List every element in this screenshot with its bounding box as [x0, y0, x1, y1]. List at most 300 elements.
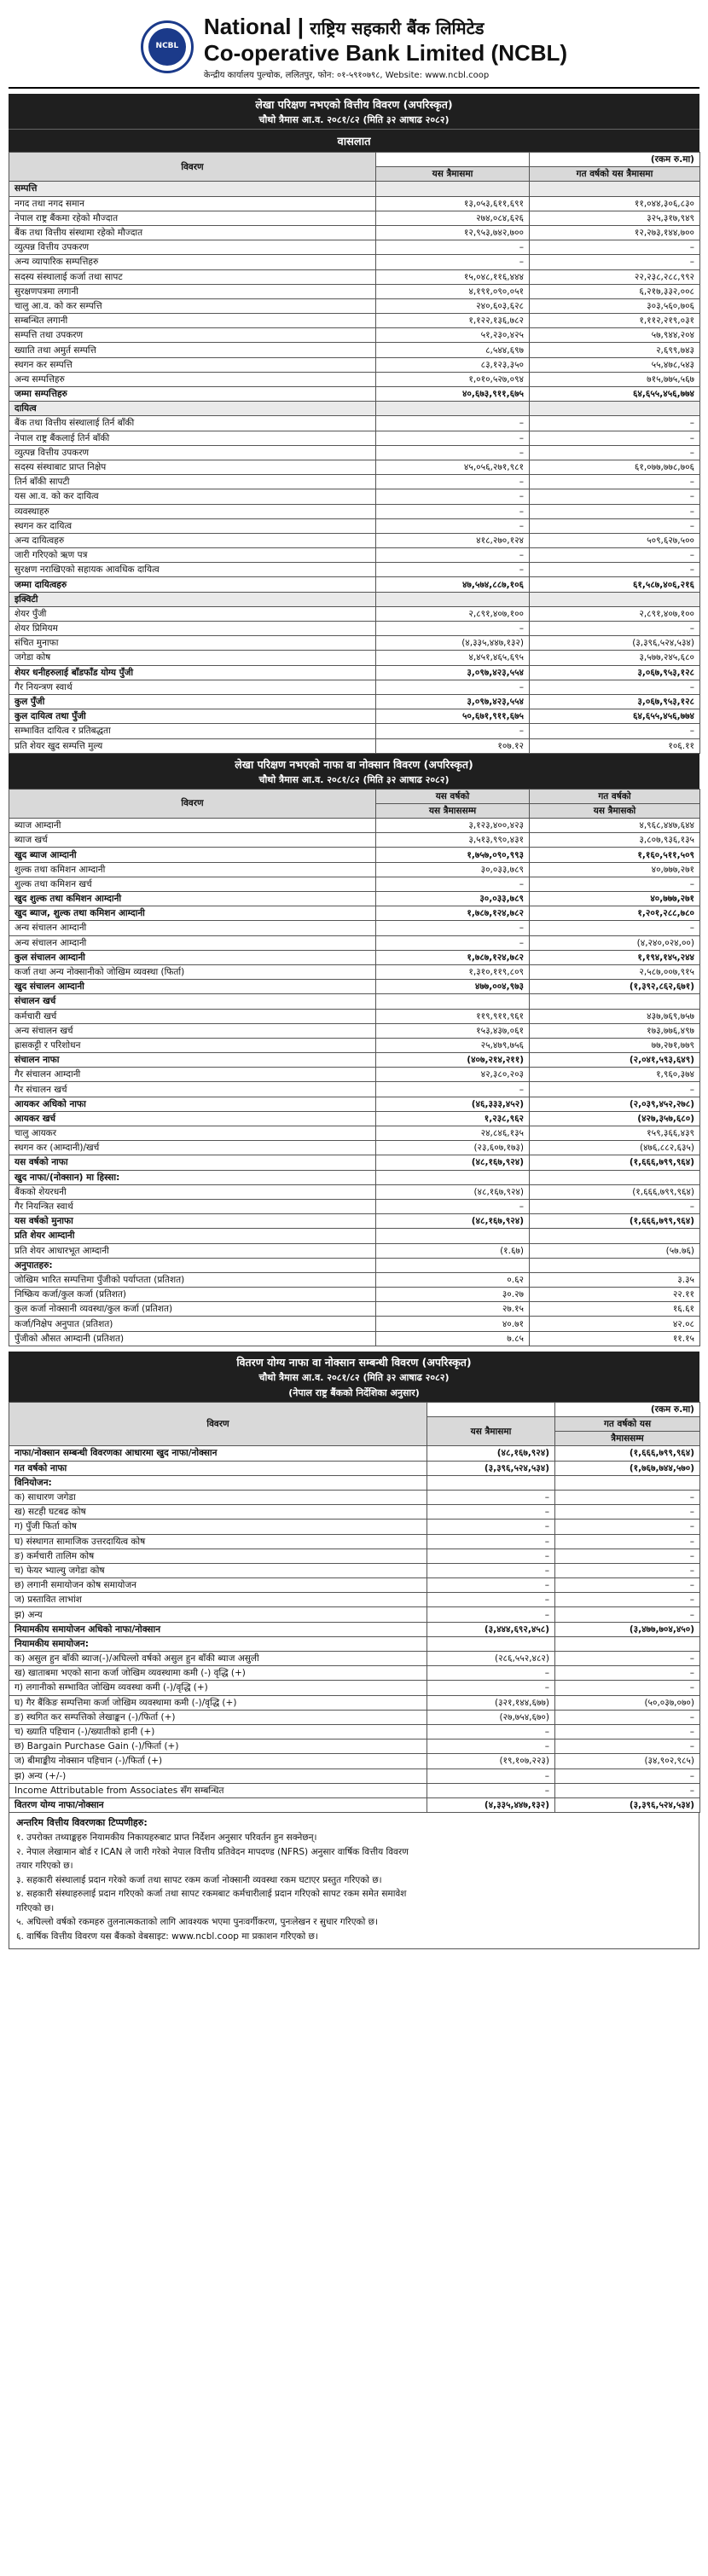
- row-value-current: –: [376, 416, 530, 431]
- row-value-current: –: [376, 504, 530, 518]
- table-row: [9, 255, 700, 269]
- table-row: [9, 1636, 700, 1651]
- row-label: कर्जा तथा अन्य नोक्सानीको जोखिम व्यवस्था (फिर्ता): [9, 964, 376, 979]
- row-value-current: [376, 1229, 530, 1243]
- row-value-current: २७४,०८४,६२६: [376, 211, 530, 225]
- row-value-current: –: [427, 1666, 555, 1681]
- table-row: [9, 892, 700, 906]
- row-value-previous: ११,०४४,३०६,८३०: [530, 196, 700, 211]
- row-label: नेपाल राष्ट्र बैंकलाई तिर्न बाँकी: [9, 431, 376, 445]
- table-row: [9, 431, 700, 445]
- row-value-current: १३,०५३,६११,६९१: [376, 196, 530, 211]
- row-value-previous: ६१,०७७,७७८,७०६: [530, 460, 700, 474]
- row-value-previous: १६.६१: [530, 1302, 700, 1317]
- row-value-previous: –: [530, 724, 700, 738]
- note-line: गरिएको छ।: [16, 1902, 55, 1913]
- row-value-previous: (१,३९२,८६२,६७१): [530, 980, 700, 994]
- table-row: [9, 548, 700, 563]
- distributable-table: [9, 1402, 700, 1813]
- row-label: सम्पत्ति: [9, 182, 376, 196]
- table-row: [9, 606, 700, 621]
- table-row: [9, 964, 700, 979]
- row-label: सम्बन्धित लगानी: [9, 314, 376, 328]
- row-value-current: २४,८४६,१३५: [376, 1126, 530, 1141]
- row-value-previous: १७३,७७६,४९७: [530, 1023, 700, 1038]
- row-value-current: (१.६७): [376, 1243, 530, 1258]
- table-row: [9, 724, 700, 738]
- row-value-previous: [530, 402, 700, 416]
- row-value-previous: १,१९४,१४५,२४४: [530, 950, 700, 964]
- row-value-current: २,८९१,४०७,१००: [376, 606, 530, 621]
- row-value-previous: ४२.०८: [530, 1317, 700, 1331]
- row-value-current: (३२१,१४४,६७७): [427, 1695, 555, 1710]
- row-value-previous: –: [555, 1724, 700, 1739]
- row-label: शेयर धनीहरुलाई बाँडफाँड योग्य पुँजी: [9, 665, 376, 680]
- row-value-previous: –: [530, 489, 700, 504]
- table-row: [9, 1607, 700, 1622]
- row-label: च) फेयर भ्याल्यु जगेडा कोष: [9, 1563, 427, 1577]
- row-value-previous: –: [530, 255, 700, 269]
- row-value-current: –: [427, 1534, 555, 1548]
- row-value-current: १,२३८,९६२: [376, 1111, 530, 1126]
- row-label: स्थगन कर (आम्दानी)/खर्च: [9, 1141, 376, 1155]
- column-header-current: यस त्रैमासमा: [376, 167, 530, 182]
- row-value-current: १,०१०,५२७,०९४: [376, 372, 530, 386]
- balance-sheet-band: वासलात: [9, 129, 699, 152]
- row-value-previous: ५५,४७८,५४३: [530, 357, 700, 372]
- row-value-current: ४७,५७४,८८७,१०६: [376, 577, 530, 592]
- row-value-previous: (४,२४०,०२४,००): [530, 935, 700, 950]
- table-row: [9, 445, 700, 460]
- table-row: [9, 1520, 700, 1534]
- row-value-current: (२८६,५५२,४८२): [427, 1652, 555, 1666]
- row-label: घ) गैर बैंकिङ सम्पत्तिमा कर्जा जोखिम व्यवस्थामा कमी (-)/वृद्धि (+): [9, 1695, 427, 1710]
- row-label: निष्क्रिय कर्जा/कुल कर्जा (प्रतिशत): [9, 1288, 376, 1302]
- table-row: [9, 906, 700, 921]
- row-value-current: (३,४४४,६९२,४५८): [427, 1622, 555, 1636]
- table-row: [9, 1009, 700, 1023]
- row-value-previous: १,२०१,२८८,७८०: [530, 906, 700, 921]
- row-label: अन्य संचालन खर्च: [9, 1023, 376, 1038]
- notes-box: [9, 1813, 699, 1949]
- table-row: [9, 196, 700, 211]
- bank-header: [9, 7, 699, 89]
- row-value-previous: (१,६६६,७९९,९६४): [530, 1214, 700, 1229]
- row-value-previous: –: [555, 1710, 700, 1724]
- balance-sheet-body: [9, 182, 700, 753]
- table-row: [9, 1258, 700, 1272]
- row-label: खुद ब्याज आम्दानी: [9, 848, 376, 862]
- row-value-previous: [530, 182, 700, 196]
- row-value-current: ४०.७१: [376, 1317, 530, 1331]
- table-row: [9, 1768, 700, 1783]
- row-label: ख्याति तथा अमुर्त सम्पत्ति: [9, 343, 376, 357]
- table-row: [9, 1331, 700, 1346]
- row-label: दायित्व: [9, 402, 376, 416]
- row-value-current: [376, 402, 530, 416]
- row-value-current: (४६,३३३,४५२): [376, 1097, 530, 1111]
- row-value-current: –: [427, 1724, 555, 1739]
- row-label: ग) लगानीको सम्भावित जोखिम व्यवस्था कमी (-)/वृद्धि (+): [9, 1681, 427, 1695]
- row-value-current: १२,९५३,७४२,७००: [376, 225, 530, 240]
- table-row: [9, 636, 700, 651]
- row-label: अन्य संचालन आम्दानी: [9, 935, 376, 950]
- row-value-previous: [555, 1636, 700, 1651]
- row-value-current: ४,१९१,०९०,०५१: [376, 284, 530, 298]
- row-value-current: –: [427, 1768, 555, 1783]
- row-value-previous: (४२७,३५७,६८०): [530, 1111, 700, 1126]
- row-value-previous: –: [530, 622, 700, 636]
- row-value-current: ४२,३८०,२०३: [376, 1068, 530, 1082]
- row-value-current: –: [427, 1607, 555, 1622]
- row-label: च) ख्याति पहिचान (-)/ख्यातीको हानी (+): [9, 1724, 427, 1739]
- row-label: शुल्क तथा कमिशन आम्दानी: [9, 862, 376, 877]
- row-label: शेयर प्रिमियम: [9, 622, 376, 636]
- row-label: प्रति शेयर आम्दानी: [9, 1229, 376, 1243]
- row-label: ह्रासकट्टी र परिशोधन: [9, 1038, 376, 1052]
- row-value-current: [376, 182, 530, 196]
- row-value-current: १,७५७,०९०,९९३: [376, 848, 530, 862]
- distributable-column-header-label: विवरण: [9, 1402, 427, 1446]
- row-value-previous: २२,२३८,२८८,९९२: [530, 269, 700, 284]
- row-value-current: १५,०४८,११६,४४४: [376, 269, 530, 284]
- row-label: सदस्य संस्थालाई कर्जा तथा सापट: [9, 269, 376, 284]
- row-label: गत वर्षको नाफा: [9, 1461, 427, 1475]
- table-row: [9, 1490, 700, 1504]
- row-value-previous: (४७६,८८२,६३५): [530, 1141, 700, 1155]
- table-row: [9, 225, 700, 240]
- row-value-current: ०.६२: [376, 1272, 530, 1287]
- table-row: [9, 518, 700, 533]
- table-row: [9, 877, 700, 891]
- table-row: [9, 387, 700, 402]
- row-value-current: –: [376, 622, 530, 636]
- row-label: ख) खाताबमा भएको साना कर्जा जोखिम व्यवस्थामा कमी (-) वृद्धि (+): [9, 1666, 427, 1681]
- row-label: ब्याज आम्दानी: [9, 819, 376, 833]
- row-label: व्यवस्थाहरु: [9, 504, 376, 518]
- row-label: अन्य दायित्वहरु: [9, 533, 376, 547]
- row-value-previous: ३,५७७,२४५,६८०: [530, 651, 700, 665]
- balance-sheet-title: लेखा परिक्षण नभएको वित्तीय विवरण (अपरिस्कृत): [9, 94, 699, 113]
- row-value-current: [427, 1636, 555, 1651]
- row-label: वितरण योग्य नाफा/नोक्सान: [9, 1797, 427, 1812]
- row-value-current: (१९,१०७,२२३): [427, 1754, 555, 1768]
- row-value-current: ३,१२३,४००,४२३: [376, 819, 530, 833]
- table-row: [9, 1652, 700, 1666]
- row-label: ग) पुँजी फिर्ता कोष: [9, 1520, 427, 1534]
- table-row: [9, 833, 700, 848]
- table-row: [9, 1243, 700, 1258]
- row-label: ब्याज खर्च: [9, 833, 376, 848]
- table-row: [9, 1446, 700, 1461]
- row-label: कर्जा/निक्षेप अनुपात (प्रतिशत): [9, 1317, 376, 1331]
- distributable-subtitle-2: (नेपाल राष्ट्र बैंकको निर्देशिका अनुसार): [9, 1386, 699, 1402]
- table-row: [9, 1563, 700, 1577]
- row-value-previous: १,९६०,३७४: [530, 1068, 700, 1082]
- row-value-previous: –: [555, 1490, 700, 1504]
- row-label: नेपाल राष्ट्र बैंकमा रहेको मौज्दात: [9, 211, 376, 225]
- row-value-previous: (३४,९०२,९८५): [555, 1754, 700, 1768]
- table-row: [9, 1229, 700, 1243]
- row-label: जम्मा दायित्वहरु: [9, 577, 376, 592]
- row-value-current: –: [376, 489, 530, 504]
- row-value-current: १०७.१२: [376, 738, 530, 753]
- bank-name-en: National: [203, 14, 292, 39]
- row-value-current: (३,३९६,५२४,५३४): [427, 1461, 555, 1475]
- row-label: यस आ.व. को कर दायित्व: [9, 489, 376, 504]
- row-value-current: (४८,१६७,९२४): [376, 1214, 530, 1229]
- row-value-current: –: [427, 1681, 555, 1695]
- table-row: [9, 665, 700, 680]
- row-value-current: ११९,९११,९६१: [376, 1009, 530, 1023]
- table-row: [9, 1199, 700, 1213]
- table-row: [9, 651, 700, 665]
- balance-sheet-unit-row: [9, 153, 700, 167]
- row-value-previous: ५७,९४४,२०४: [530, 328, 700, 343]
- row-label: कुल कर्जा नोक्सानी व्यवस्था/कुल कर्जा (प्रतिशत): [9, 1302, 376, 1317]
- row-value-current: २५,४७९,७५६: [376, 1038, 530, 1052]
- table-row: [9, 1302, 700, 1317]
- table-row: [9, 577, 700, 592]
- row-value-current: [376, 1170, 530, 1184]
- row-value-previous: –: [555, 1548, 700, 1563]
- row-value-current: (२३,६०७,१७३): [376, 1141, 530, 1155]
- row-value-previous: [530, 1258, 700, 1272]
- row-label: अनुपातहरु:: [9, 1258, 376, 1272]
- row-label: सुरक्षणपत्रमा लगानी: [9, 284, 376, 298]
- row-value-current: –: [427, 1783, 555, 1797]
- table-row: [9, 460, 700, 474]
- row-value-previous: ४,९६८,४४७,६४४: [530, 819, 700, 833]
- table-row: [9, 1097, 700, 1111]
- table-row: [9, 1317, 700, 1331]
- row-value-current: –: [427, 1548, 555, 1563]
- row-value-current: ३,५१३,९९०,४३१: [376, 833, 530, 848]
- row-value-current: २४०,६०३,६२८: [376, 298, 530, 313]
- row-value-current: ८३,१२३,३५०: [376, 357, 530, 372]
- row-label: खुद ब्याज, शुल्क तथा कमिशन आम्दानी: [9, 906, 376, 921]
- row-label: जम्मा सम्पत्तिहरु: [9, 387, 376, 402]
- distributable-column-header-current: यस त्रैमासमा: [427, 1417, 555, 1446]
- table-row: [9, 738, 700, 753]
- table-row: [9, 709, 700, 724]
- row-label: झ) अन्य (+/-): [9, 1768, 427, 1783]
- table-row: [9, 211, 700, 225]
- bank-name-block: [204, 14, 567, 80]
- row-value-current: (२७,७५४,६७०): [427, 1710, 555, 1724]
- row-label: छ) Bargain Purchase Gain (-)/फिर्ता (+): [9, 1740, 427, 1754]
- row-value-previous: –: [530, 475, 700, 489]
- bank-logo: [141, 20, 194, 73]
- table-row: [9, 694, 700, 709]
- row-value-current: –: [376, 445, 530, 460]
- row-label: खुद नाफा/(नोक्सान) मा हिस्सा:: [9, 1170, 376, 1184]
- row-value-previous: [530, 1170, 700, 1184]
- row-value-previous: ३,०६७,९५३,१२८: [530, 694, 700, 709]
- row-value-previous: –: [530, 416, 700, 431]
- row-value-current: –: [376, 1199, 530, 1213]
- row-value-current: [376, 994, 530, 1009]
- row-value-current: [427, 1475, 555, 1490]
- table-row: [9, 1288, 700, 1302]
- table-row: [9, 622, 700, 636]
- table-row: [9, 269, 700, 284]
- row-value-current: १,७८७,१२४,७८२: [376, 906, 530, 921]
- row-label: पुँजीको औसत आम्दानी (प्रतिशत): [9, 1331, 376, 1346]
- row-value-current: –: [376, 921, 530, 935]
- row-value-previous: –: [555, 1681, 700, 1695]
- distributable-column-header-previous-top: गत वर्षको यस: [555, 1417, 700, 1432]
- row-value-current: [376, 592, 530, 606]
- table-row: [9, 343, 700, 357]
- notes-list: [16, 1831, 692, 1943]
- row-value-previous: (१,६६६,७९९,९६४): [530, 1184, 700, 1199]
- row-label: कर्मचारी खर्च: [9, 1009, 376, 1023]
- table-row: [9, 1170, 700, 1184]
- row-value-previous: –: [555, 1768, 700, 1783]
- row-value-previous: ६४,६५५,४५६,७७४: [530, 709, 700, 724]
- row-value-previous: –: [555, 1563, 700, 1577]
- table-row: [9, 994, 700, 1009]
- row-value-current: (४८,१६७,९२४): [376, 1184, 530, 1199]
- row-label: आयकर अधिको नाफा: [9, 1097, 376, 1111]
- row-value-previous: –: [555, 1593, 700, 1607]
- row-label: ङ) कर्मचारी तालिम कोष: [9, 1548, 427, 1563]
- row-value-previous: ७१५,७७५,५६७: [530, 372, 700, 386]
- table-row: [9, 1126, 700, 1141]
- row-value-previous: १०६.११: [530, 738, 700, 753]
- row-value-current: ५०,६७१,९११,६७५: [376, 709, 530, 724]
- table-row: [9, 1082, 700, 1097]
- row-value-previous: ३,०६७,९५३,१२८: [530, 665, 700, 680]
- row-label: ज) प्रस्तावित लाभांश: [9, 1593, 427, 1607]
- pl-column-header-label: विवरण: [9, 789, 376, 818]
- row-value-previous: –: [530, 504, 700, 518]
- row-label: नाफा/नोक्सान सम्बन्धी विवरणका आधारमा खुद नाफा/नोक्सान: [9, 1446, 427, 1461]
- row-value-current: –: [427, 1593, 555, 1607]
- row-label: व्युत्पन्न वित्तीय उपकरण: [9, 240, 376, 255]
- row-value-current: ५१,२३०,४२५: [376, 328, 530, 343]
- row-value-previous: –: [555, 1578, 700, 1593]
- distributable-title: वितरण योग्य नाफा वा नोक्सान सम्बन्धी विवरण (अपरिस्कृत): [9, 1352, 699, 1371]
- table-row: [9, 284, 700, 298]
- row-value-current: ४५,०५६,२७१,९८१: [376, 460, 530, 474]
- row-value-previous: –: [530, 877, 700, 891]
- distributable-body: [9, 1446, 700, 1813]
- row-label: बैंक तथा वित्तीय संस्थामा रहेको मौज्दात: [9, 225, 376, 240]
- row-value-previous: –: [555, 1666, 700, 1681]
- table-row: [9, 1578, 700, 1593]
- distributable-subtitle: चौथो त्रैमास आ.व. २०८१/८२ (मिति ३२ आषाढ २०८२): [9, 1371, 699, 1386]
- table-row: [9, 182, 700, 196]
- table-row: [9, 1505, 700, 1520]
- row-value-current: –: [427, 1563, 555, 1577]
- note-line: ४. सहकारी संस्थाहरुलाई प्रदान गरिएको कर्जा तथा सापट रकमबाट कर्मचारीलाई प्रदान गरिएको सापट रकम समेत समावेश: [16, 1889, 407, 1900]
- table-row: [9, 1724, 700, 1739]
- row-label: जोखिम भारित सम्पत्तिमा पुँजीको पर्याप्तता (प्रतिशत): [9, 1272, 376, 1287]
- row-label: Income Attributable from Associates सँग सम्बन्धित: [9, 1783, 427, 1797]
- row-value-current: ४७७,००४,९७३: [376, 980, 530, 994]
- row-value-previous: –: [530, 1199, 700, 1213]
- pl-column-header-previous-top: गत वर्षको: [530, 789, 700, 803]
- table-row: [9, 680, 700, 694]
- row-value-previous: (५७.७६): [530, 1243, 700, 1258]
- row-label: इक्विटी: [9, 592, 376, 606]
- row-label: जारी गरिएको ऋण पत्र: [9, 548, 376, 563]
- table-row: [9, 1461, 700, 1475]
- row-label: गैर संचालन खर्च: [9, 1082, 376, 1097]
- table-row: [9, 1038, 700, 1052]
- row-label: जगेडा कोष: [9, 651, 376, 665]
- row-label: नियामकीय समायोजन:: [9, 1636, 427, 1651]
- row-value-previous: (१,७६७,७४४,५७०): [555, 1461, 700, 1475]
- row-value-current: १५३,४३७,०६१: [376, 1023, 530, 1038]
- table-row: [9, 489, 700, 504]
- bank-name-np: राष्ट्रिय सहकारी बैंक लिमिटेड: [310, 18, 485, 38]
- row-label: शेयर पुँजी: [9, 606, 376, 621]
- note-line: ६. वार्षिक वित्तीय विवरण यस बैंकको वेबसाइट: www.ncbl.coop मा प्रकाशन गरिएको छ।: [16, 1931, 318, 1942]
- row-value-previous: –: [555, 1740, 700, 1754]
- row-value-previous: –: [555, 1505, 700, 1520]
- pl-subtitle: चौथो त्रैमास आ.व. २०८१/८२ (मिति ३२ आषाढ २०८२): [9, 773, 699, 789]
- row-label: विनियोजन:: [9, 1475, 427, 1490]
- row-value-previous: –: [555, 1783, 700, 1797]
- unit-label: (रकम रु.मा): [530, 153, 700, 167]
- row-label: घ) संस्थागत सामाजिक उत्तरदायित्व कोष: [9, 1534, 427, 1548]
- row-value-current: ७.८५: [376, 1331, 530, 1346]
- table-row: [9, 921, 700, 935]
- balance-sheet-table: [9, 152, 700, 754]
- table-row: [9, 533, 700, 547]
- row-label: बैंकको शेयरधनी: [9, 1184, 376, 1199]
- row-label: गैर संचालन आम्दानी: [9, 1068, 376, 1082]
- table-row: [9, 402, 700, 416]
- row-value-previous: १२,२७३,१४४,७००: [530, 225, 700, 240]
- row-label: क) साधारण जगेडा: [9, 1490, 427, 1504]
- row-value-previous: (३,३९६,५२४,५३४): [555, 1797, 700, 1812]
- row-value-previous: –: [530, 240, 700, 255]
- table-row: [9, 504, 700, 518]
- row-label: अन्य संचालन आम्दानी: [9, 921, 376, 935]
- row-value-current: ४०,६७३,९११,६७५: [376, 387, 530, 402]
- row-label: सदस्य संस्थाबाट प्राप्त निक्षेप: [9, 460, 376, 474]
- row-label: कुल पुँजी: [9, 694, 376, 709]
- row-value-previous: –: [530, 518, 700, 533]
- table-row: [9, 1666, 700, 1681]
- row-value-current: –: [376, 935, 530, 950]
- row-label: कुल दायित्व तथा पुँजी: [9, 709, 376, 724]
- pl-column-header-current-top: यस वर्षको: [376, 789, 530, 803]
- note-line: १. उपरोक्त तथ्याङ्कहरु नियामकीय निकायहरुबाट प्राप्त निर्देशन अनुसार परिवर्तन हुन सक्नेछन्।: [16, 1832, 317, 1844]
- row-value-previous: (१,६६६,७९९,९६४): [530, 1155, 700, 1170]
- row-value-current: ३०,०३३,७८९: [376, 892, 530, 906]
- bank-logo-mark: NCBL: [148, 28, 186, 66]
- row-label: अन्य सम्पत्तिहरु: [9, 372, 376, 386]
- row-label: नियामकीय समायोजन अधिको नाफा/नोक्सान: [9, 1622, 427, 1636]
- row-label: गैर नियन्त्रित स्वार्थ: [9, 1199, 376, 1213]
- table-row: [9, 1184, 700, 1199]
- row-value-current: (४,३३५,४४७,१३२): [376, 636, 530, 651]
- row-value-previous: (२,०३९,४५२,२७८): [530, 1097, 700, 1111]
- row-value-previous: (१,६६६,७९९,९६४): [555, 1446, 700, 1461]
- row-value-previous: ४०,७७७,२७१: [530, 892, 700, 906]
- row-value-previous: [555, 1475, 700, 1490]
- row-label: कुल संचालन आम्दानी: [9, 950, 376, 964]
- row-value-previous: (३,३९६,५२४,५३४): [530, 636, 700, 651]
- bank-name-line1: National | राष्ट्रिय सहकारी बैंक लिमिटेड: [203, 14, 485, 39]
- row-value-current: ३०,०३३,७८९: [376, 862, 530, 877]
- row-value-previous: ५०९,६२७,५००: [530, 533, 700, 547]
